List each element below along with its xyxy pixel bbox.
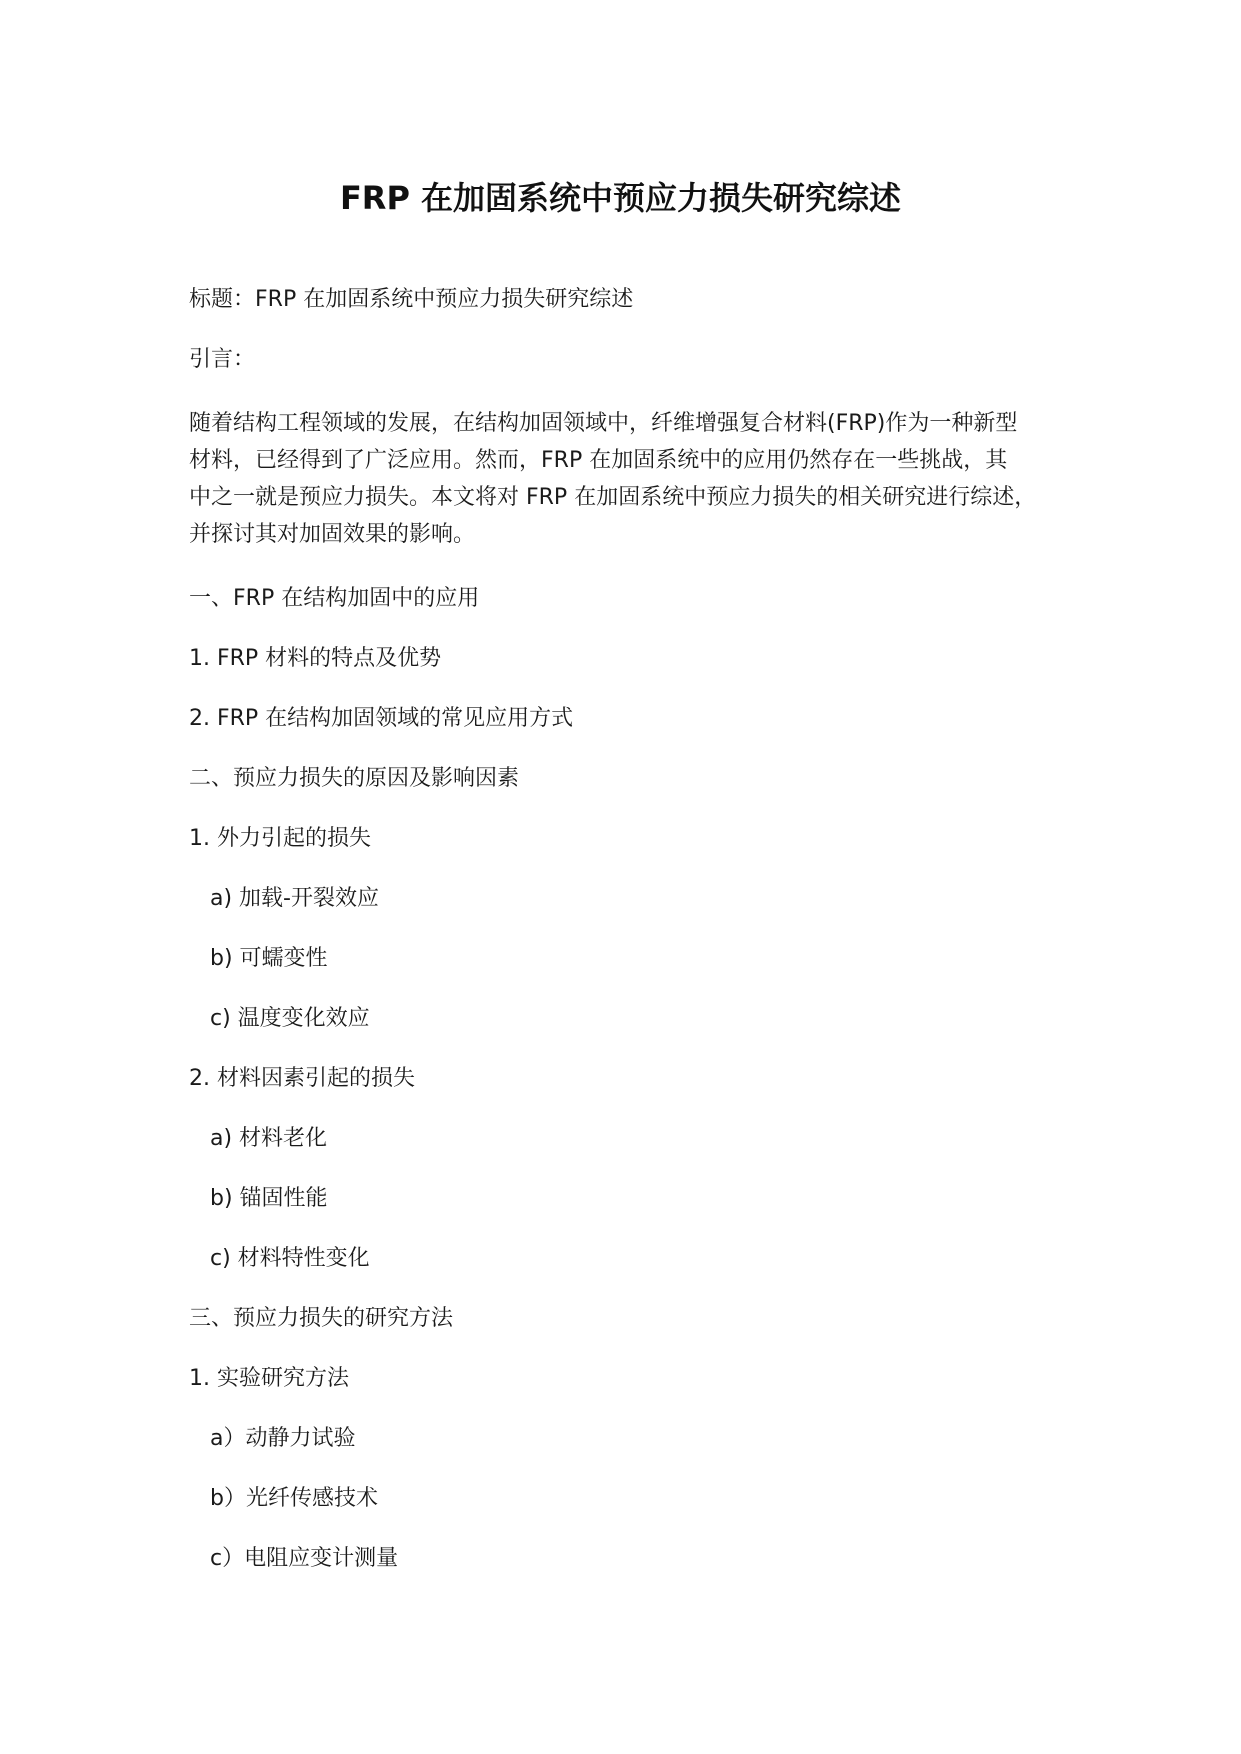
intro-paragraph [189, 405, 1079, 553]
section-heading-2: 二、预应力损失的原因及影响因素 [189, 766, 520, 791]
outline-item: 1. FRP 材料的特点及优势 [189, 646, 442, 671]
outline-subitem: c) 材料特性变化 [210, 1246, 370, 1271]
outline-subitem: b) 可蠕变性 [210, 946, 328, 971]
intro-line: 材料，已经得到了广泛应用。然而，FRP 在加固系统中的应用仍然存在一些挑战，其 [189, 448, 1008, 473]
outline-subitem: b）光纤传感技术 [210, 1486, 378, 1511]
outline-subitem: a) 加载-开裂效应 [210, 886, 379, 911]
intro-line: 随着结构工程领域的发展，在结构加固领域中，纤维增强复合材料(FRP)作为一种新型 [189, 411, 1018, 436]
outline-subitem: a）动静力试验 [210, 1426, 356, 1451]
outline-item: 2. FRP 在结构加固领域的常见应用方式 [189, 706, 574, 731]
section-heading-3: 三、预应力损失的研究方法 [189, 1306, 454, 1331]
outline-subitem: c) 温度变化效应 [210, 1006, 370, 1031]
subtitle-line: 标题：FRP 在加固系统中预应力损失研究综述 [189, 287, 634, 312]
outline-item: 2. 材料因素引起的损失 [189, 1066, 415, 1091]
outline-subitem: a) 材料老化 [210, 1126, 328, 1151]
document-title: FRP 在加固系统中预应力损失研究综述 [339, 179, 902, 217]
intro-line: 并探讨其对加固效果的影响。 [189, 522, 476, 547]
intro-label: 引言： [189, 347, 256, 372]
outline-item: 1. 外力引起的损失 [189, 826, 371, 851]
outline-subitem: b) 锚固性能 [210, 1186, 328, 1211]
outline-subitem: c）电阻应变计测量 [210, 1546, 399, 1571]
intro-line: 中之一就是预应力损失。本文将对 FRP 在加固系统中预应力损失的相关研究进行综述， [189, 485, 1037, 510]
section-heading-1: 一、FRP 在结构加固中的应用 [189, 586, 480, 611]
outline-item: 1. 实验研究方法 [189, 1366, 349, 1391]
